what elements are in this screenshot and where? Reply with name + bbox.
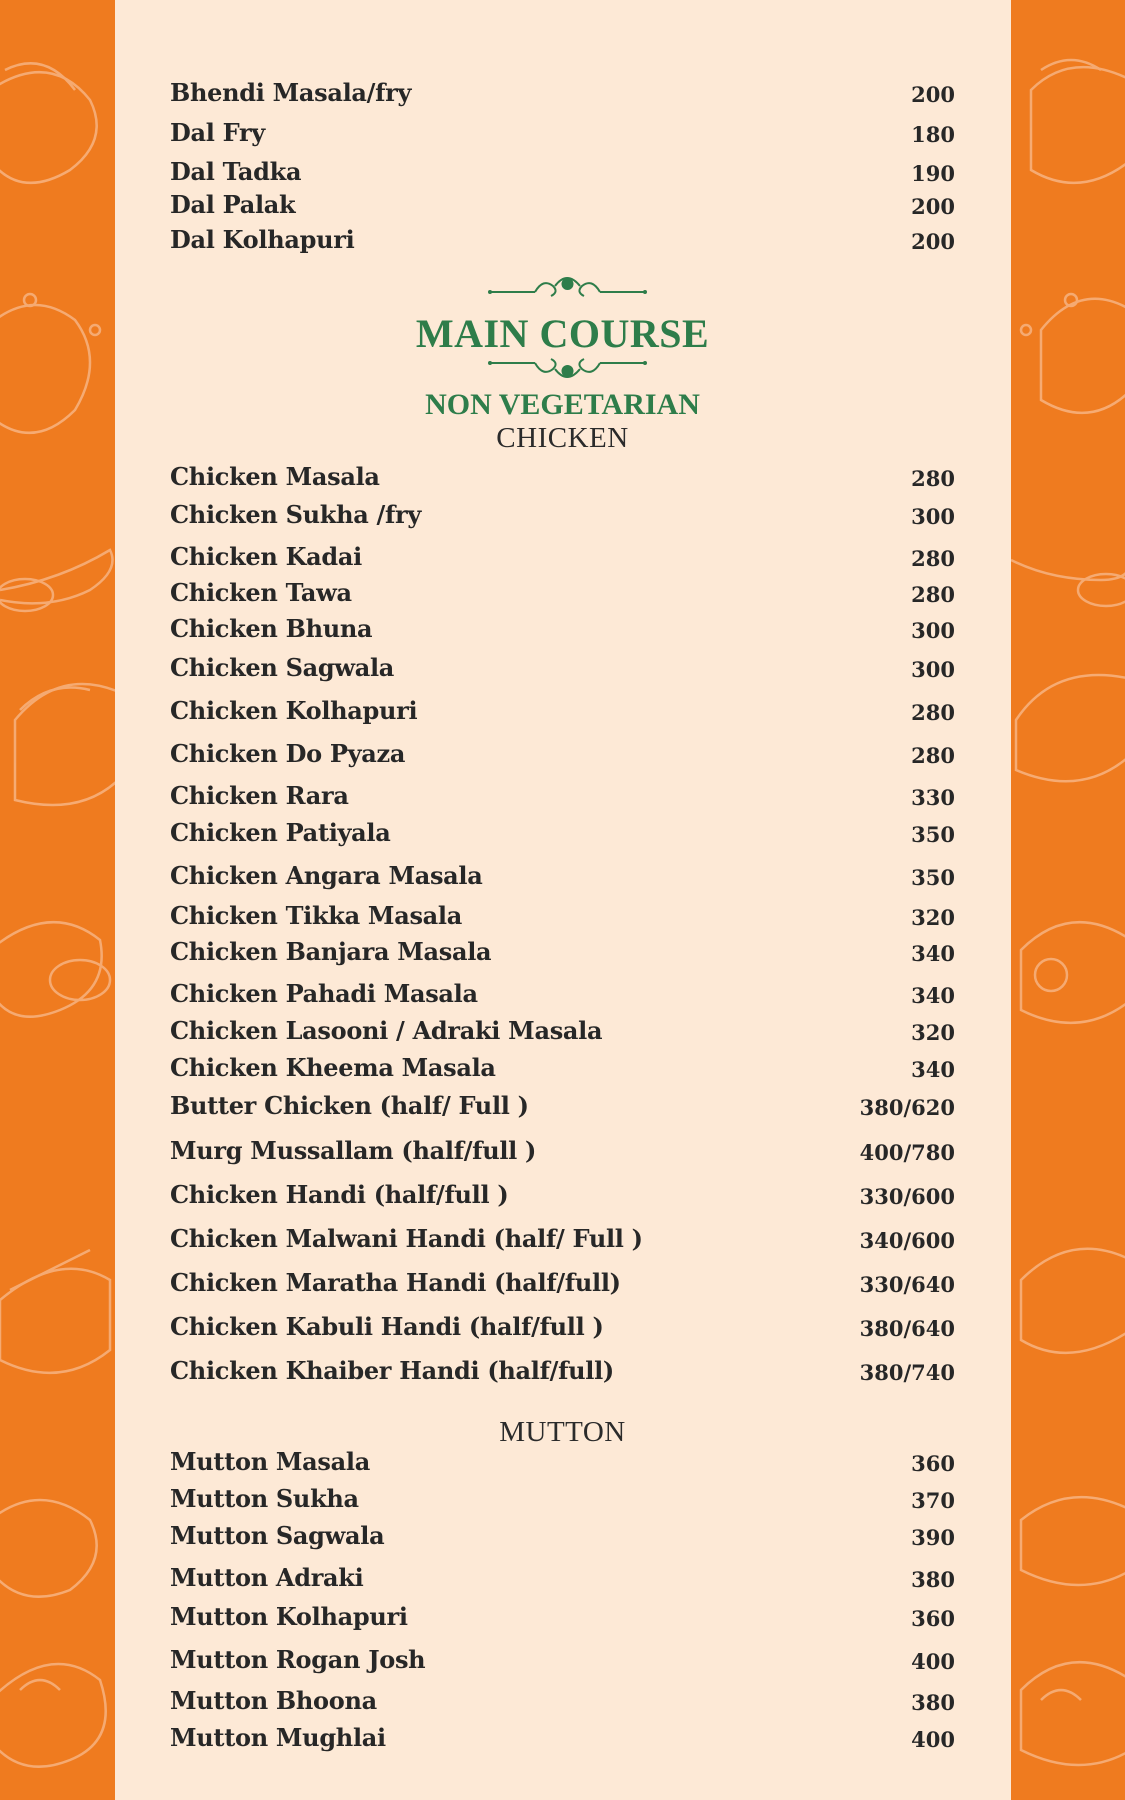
- menu-item-name: Chicken Masala: [170, 462, 380, 491]
- menu-item-price: 300: [911, 618, 955, 643]
- menu-item-price: 280: [911, 466, 955, 491]
- menu-item-price: 200: [911, 82, 955, 107]
- menu-item-price: 400: [911, 1727, 955, 1752]
- menu-item-name: Dal Tadka: [170, 157, 302, 186]
- menu-item-name: Chicken Kabuli Handi (half/full ): [170, 1312, 604, 1341]
- menu-item-price: 360: [911, 1451, 955, 1476]
- menu-item-price: 200: [911, 194, 955, 219]
- menu-item-price: 300: [911, 504, 955, 529]
- menu-item-price: 380/640: [859, 1316, 955, 1341]
- menu-item-name: Chicken Khaiber Handi (half/full): [170, 1356, 614, 1385]
- menu-item-name: Chicken Sukha /fry: [170, 500, 422, 529]
- menu-item-name: Murg Mussallam (half/full ): [170, 1136, 537, 1165]
- menu-item-name: Mutton Kolhapuri: [170, 1602, 408, 1631]
- menu-item-price: 190: [911, 161, 955, 186]
- menu-item-price: 380: [911, 1567, 955, 1592]
- menu-item-name: Chicken Tawa: [170, 578, 352, 607]
- menu-item-price: 390: [911, 1525, 955, 1550]
- menu-item-price: 370: [911, 1488, 955, 1513]
- menu-item-name: Chicken Sagwala: [170, 653, 395, 682]
- menu-item-price: 330/600: [859, 1184, 955, 1209]
- menu-item-price: 380: [911, 1690, 955, 1715]
- food-sketch-illustrations: [0, 0, 115, 1800]
- menu-item-price: 200: [911, 229, 955, 254]
- menu-item-name: Chicken Pahadi Masala: [170, 979, 478, 1008]
- menu-item-name: Chicken Lasooni / Adraki Masala: [170, 1016, 603, 1045]
- menu-item-name: Butter Chicken (half/ Full ): [170, 1091, 529, 1120]
- menu-item-name: Chicken Maratha Handi (half/full): [170, 1268, 621, 1297]
- menu-item-price: 300: [911, 657, 955, 682]
- menu-item-price: 340/600: [859, 1228, 955, 1253]
- menu-item-price: 330: [911, 785, 955, 810]
- menu-item-name: Mutton Masala: [170, 1447, 370, 1476]
- right-decorative-border: [1011, 0, 1125, 1800]
- menu-item-name: Chicken Malwani Handi (half/ Full ): [170, 1224, 643, 1253]
- menu-item-name: Chicken Patiyala: [170, 818, 391, 847]
- menu-item-name: Mutton Adraki: [170, 1563, 364, 1592]
- non-vegetarian-heading: NON VEGETARIAN: [425, 388, 700, 421]
- menu-item-name: Chicken Kadai: [170, 542, 362, 571]
- menu-item-price: 280: [911, 743, 955, 768]
- menu-item-name: Chicken Tikka Masala: [170, 901, 462, 930]
- main-course-heading: MAIN COURSE: [415, 311, 710, 356]
- menu-item-price: 340: [911, 1057, 955, 1082]
- menu-item-price: 380/620: [859, 1095, 955, 1120]
- mutton-section-label: MUTTON: [499, 1416, 626, 1448]
- menu-item-name: Chicken Do Pyaza: [170, 739, 406, 768]
- menu-item-price: 280: [911, 582, 955, 607]
- menu-item-price: 180: [911, 122, 955, 147]
- menu-item-name: Mutton Rogan Josh: [170, 1645, 426, 1674]
- menu-item-price: 280: [911, 546, 955, 571]
- ornament-top-icon: [485, 270, 650, 300]
- menu-item-name: Mutton Bhoona: [170, 1686, 377, 1715]
- menu-item-price: 350: [911, 865, 955, 890]
- menu-item-name: Chicken Rara: [170, 781, 349, 810]
- menu-item-name: Chicken Bhuna: [170, 614, 373, 643]
- chicken-section-label: CHICKEN: [496, 422, 629, 454]
- menu-item-name: Dal Palak: [170, 190, 296, 219]
- menu-item-price: 340: [911, 941, 955, 966]
- menu-item-name: Chicken Angara Masala: [170, 861, 483, 890]
- menu-item-name: Chicken Kolhapuri: [170, 696, 418, 725]
- menu-item-name: Mutton Mughlai: [170, 1723, 386, 1752]
- left-decorative-border: [0, 0, 115, 1800]
- menu-item-name: Bhendi Masala/fry: [170, 78, 412, 107]
- food-sketch-illustrations: [1011, 0, 1125, 1800]
- menu-item-name: Chicken Kheema Masala: [170, 1053, 496, 1082]
- menu-item-name: Chicken Handi (half/full ): [170, 1180, 509, 1209]
- menu-item-name: Dal Fry: [170, 118, 265, 147]
- menu-item-price: 380/740: [859, 1360, 955, 1385]
- menu-item-name: Dal Kolhapuri: [170, 225, 355, 254]
- menu-item-price: 360: [911, 1606, 955, 1631]
- menu-item-price: 350: [911, 822, 955, 847]
- menu-item-price: 320: [911, 1020, 955, 1045]
- menu-item-price: 400: [911, 1649, 955, 1674]
- menu-item-price: 330/640: [859, 1272, 955, 1297]
- menu-item-name: Mutton Sagwala: [170, 1521, 385, 1550]
- menu-item-price: 340: [911, 983, 955, 1008]
- menu-item-price: 280: [911, 700, 955, 725]
- menu-item-price: 320: [911, 905, 955, 930]
- menu-item-name: Chicken Banjara Masala: [170, 937, 492, 966]
- menu-item-price: 400/780: [859, 1140, 955, 1165]
- ornament-bottom-icon: [485, 355, 650, 385]
- menu-item-name: Mutton Sukha: [170, 1484, 359, 1513]
